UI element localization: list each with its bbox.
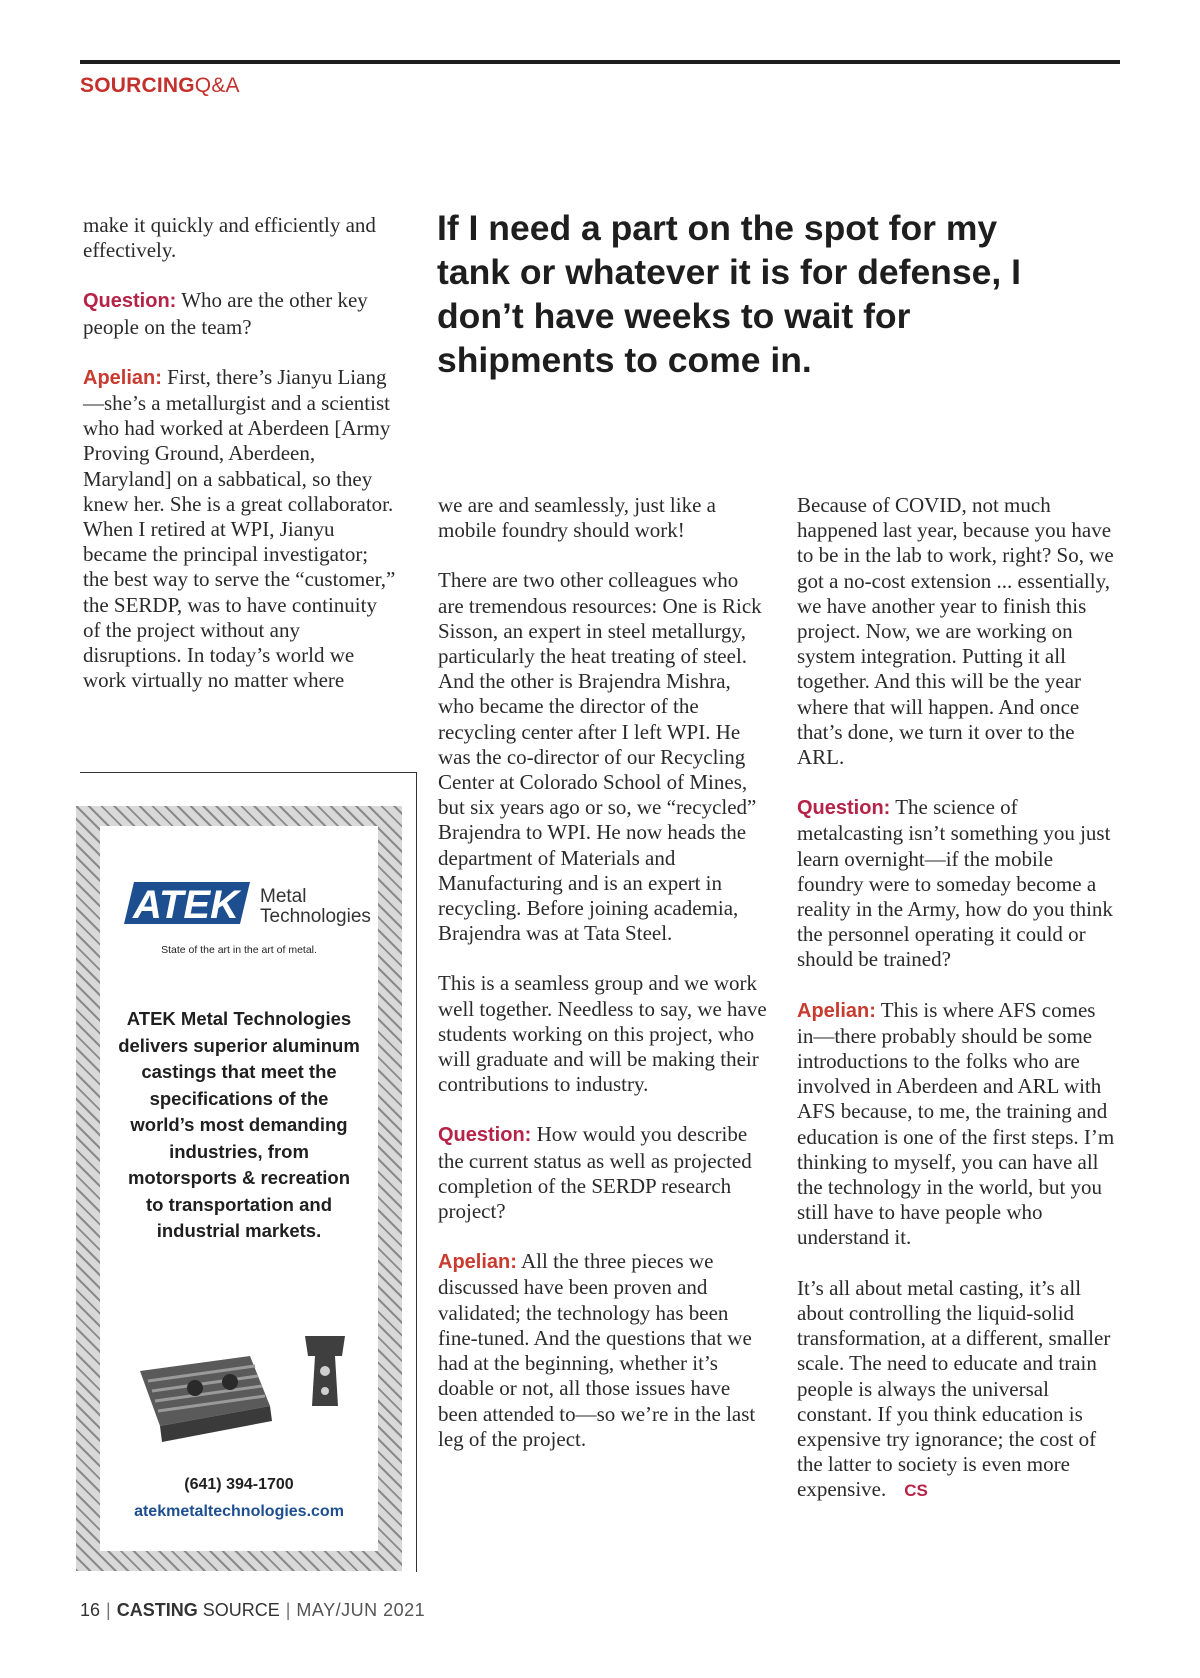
question-text: The science of metalcasting isn’t something you just learn overnight—if the mobile foundry were to someday become a reality in the Army, how do you think the personnel operating it could or should be trained? — [797, 795, 1113, 972]
column-1 — [83, 213, 399, 718]
paragraph: There are two other colleagues who are tremendous resources: One is Rick Sisson, an expert in steel metallurgy, particularly the heat treating of steel. And the other is Brajendra Mishra, who became the director of the recycling center after I left WPI. He was the co-director of our Recycling Center at Colorado School of Mines, but six years ago or so, we “recycled” Brajendra to WPI. He now heads the department of Materials and Manufacturing and is an expert in recycling. Before joining academia, Brajendra was at Tata Steel. — [438, 568, 762, 946]
answer-text: First, there’s Jianyu Liang—she’s a metallurgist and a scientist who had worked at Aberdeen [Army Proving Ground, Aberdeen, Maryland] on a sabbatical, so they knew her. She is a great collaborator. When I retired at WPI, Jianyu became the principal investigator; the best way to serve the “customer,” the SERDP, was to have continuity of the project without any disruptions. In today’s world we work virtually no matter where — [83, 364, 396, 693]
closing-paragraph — [797, 1276, 1115, 1504]
ad-frame-right — [416, 772, 417, 1572]
footer-separator: | — [285, 1600, 291, 1620]
question-paragraph — [438, 1122, 768, 1224]
question-text: How would you describe the current status as well as projected completion of the SERDP research project? — [438, 1122, 752, 1224]
paragraph: make it quickly and efficiently and effectively. — [83, 213, 376, 263]
page-footer — [80, 1600, 425, 1621]
page-number: 16 — [80, 1600, 101, 1620]
end-mark: CS — [904, 1481, 928, 1501]
section-label-strong: SOURCING — [80, 74, 195, 97]
ad-body-text: ATEK Metal Technologies delivers superior aluminum castings that meet the specifications of the world’s most demanding industries, from motorsports & recreation to transportation and industrial markets. — [118, 1008, 360, 1241]
atek-advertisement[interactable] — [76, 806, 402, 1571]
question-label: Question: — [797, 797, 891, 820]
question-text: Who are the other key people on the team? — [83, 288, 368, 339]
cast-parts-image — [100, 1326, 378, 1456]
answer-paragraph — [797, 998, 1115, 1251]
magazine-name-bold: CASTING — [116, 1600, 198, 1620]
question-label: Question: — [83, 290, 177, 313]
logo-wordmark: ATEK — [133, 883, 239, 927]
answer-text: All the three pieces we discussed have been proven and validated; the technology has been fine-tuned. And the questions that we had at the beginning, whether it’s doable or not, all those issues have been attended to—so we’re in the last leg of the project. — [438, 1249, 756, 1451]
paragraph: we are and seamlessly, just like a mobile foundry should work! — [438, 493, 716, 543]
header-rule — [80, 60, 1120, 64]
footer-separator: | — [106, 1600, 111, 1620]
atek-logo — [100, 874, 378, 934]
answer-paragraph — [438, 1249, 768, 1452]
ad-frame-top — [80, 772, 417, 773]
logo-sub-technologies: Technologies — [260, 906, 371, 927]
answer-label: Apelian: — [438, 1251, 517, 1274]
closing-text: It’s all about metal casting, it’s all about controlling the liquid-solid transformation, at a different, smaller scale. The need to educate and train people is always the universal constant. If you think education is expensive try ignorance; the cost of the latter to society is even more expensive. — [797, 1275, 1111, 1502]
answer-label: Apelian: — [83, 366, 162, 389]
column-2 — [438, 493, 768, 1477]
column-3 — [797, 493, 1115, 1529]
question-label: Question: — [438, 1124, 532, 1147]
section-label — [80, 74, 240, 98]
ad-phone: (641) 394-1700 — [184, 1476, 294, 1493]
magazine-name-rest: SOURCE — [197, 1600, 280, 1620]
ad-content — [100, 826, 378, 1551]
bracket-casting — [305, 1336, 345, 1406]
question-paragraph — [797, 795, 1115, 972]
answer-text: This is where AFS comes in—there probably should be some introductions to the folks who are involved in Aberdeen and ARL with AFS because, to me, the training and education is one of the first steps. I’m thinking to myself, you can have all the technology in the world, but you still have to have people who understand it. — [797, 997, 1115, 1250]
answer-paragraph — [83, 365, 399, 694]
paragraph: Because of COVID, not much happened last year, because you have to be in the lab to work, right? So, we got a no-cost extension ... essentially, we have another year to finish this project. Now, we are working on system integration. Putting it all together. And this will be the year where that will happen. And once that’s done, we turn it over to the ARL. — [797, 493, 1114, 770]
answer-label: Apelian: — [797, 999, 876, 1022]
issue-date: MAY/JUN 2021 — [296, 1600, 426, 1620]
ad-website-link[interactable]: atekmetaltechnologies.com — [134, 1503, 344, 1520]
paragraph: This is a seamless group and we work well together. Needless to say, we have students working on this project, who will graduate and will be making their contributions to industry. — [438, 971, 767, 1097]
cylinder-head-casting — [140, 1356, 272, 1442]
pull-quote: If I need a part on the spot for my tank or whatever it is for defense, I don’t have weeks to wait for shipments to come in. — [437, 208, 1021, 380]
logo-sub-metal: Metal — [260, 886, 307, 907]
ad-tagline: State of the art in the art of metal. — [161, 944, 317, 956]
section-label-light: Q&A — [194, 74, 240, 97]
question-paragraph — [83, 288, 399, 339]
